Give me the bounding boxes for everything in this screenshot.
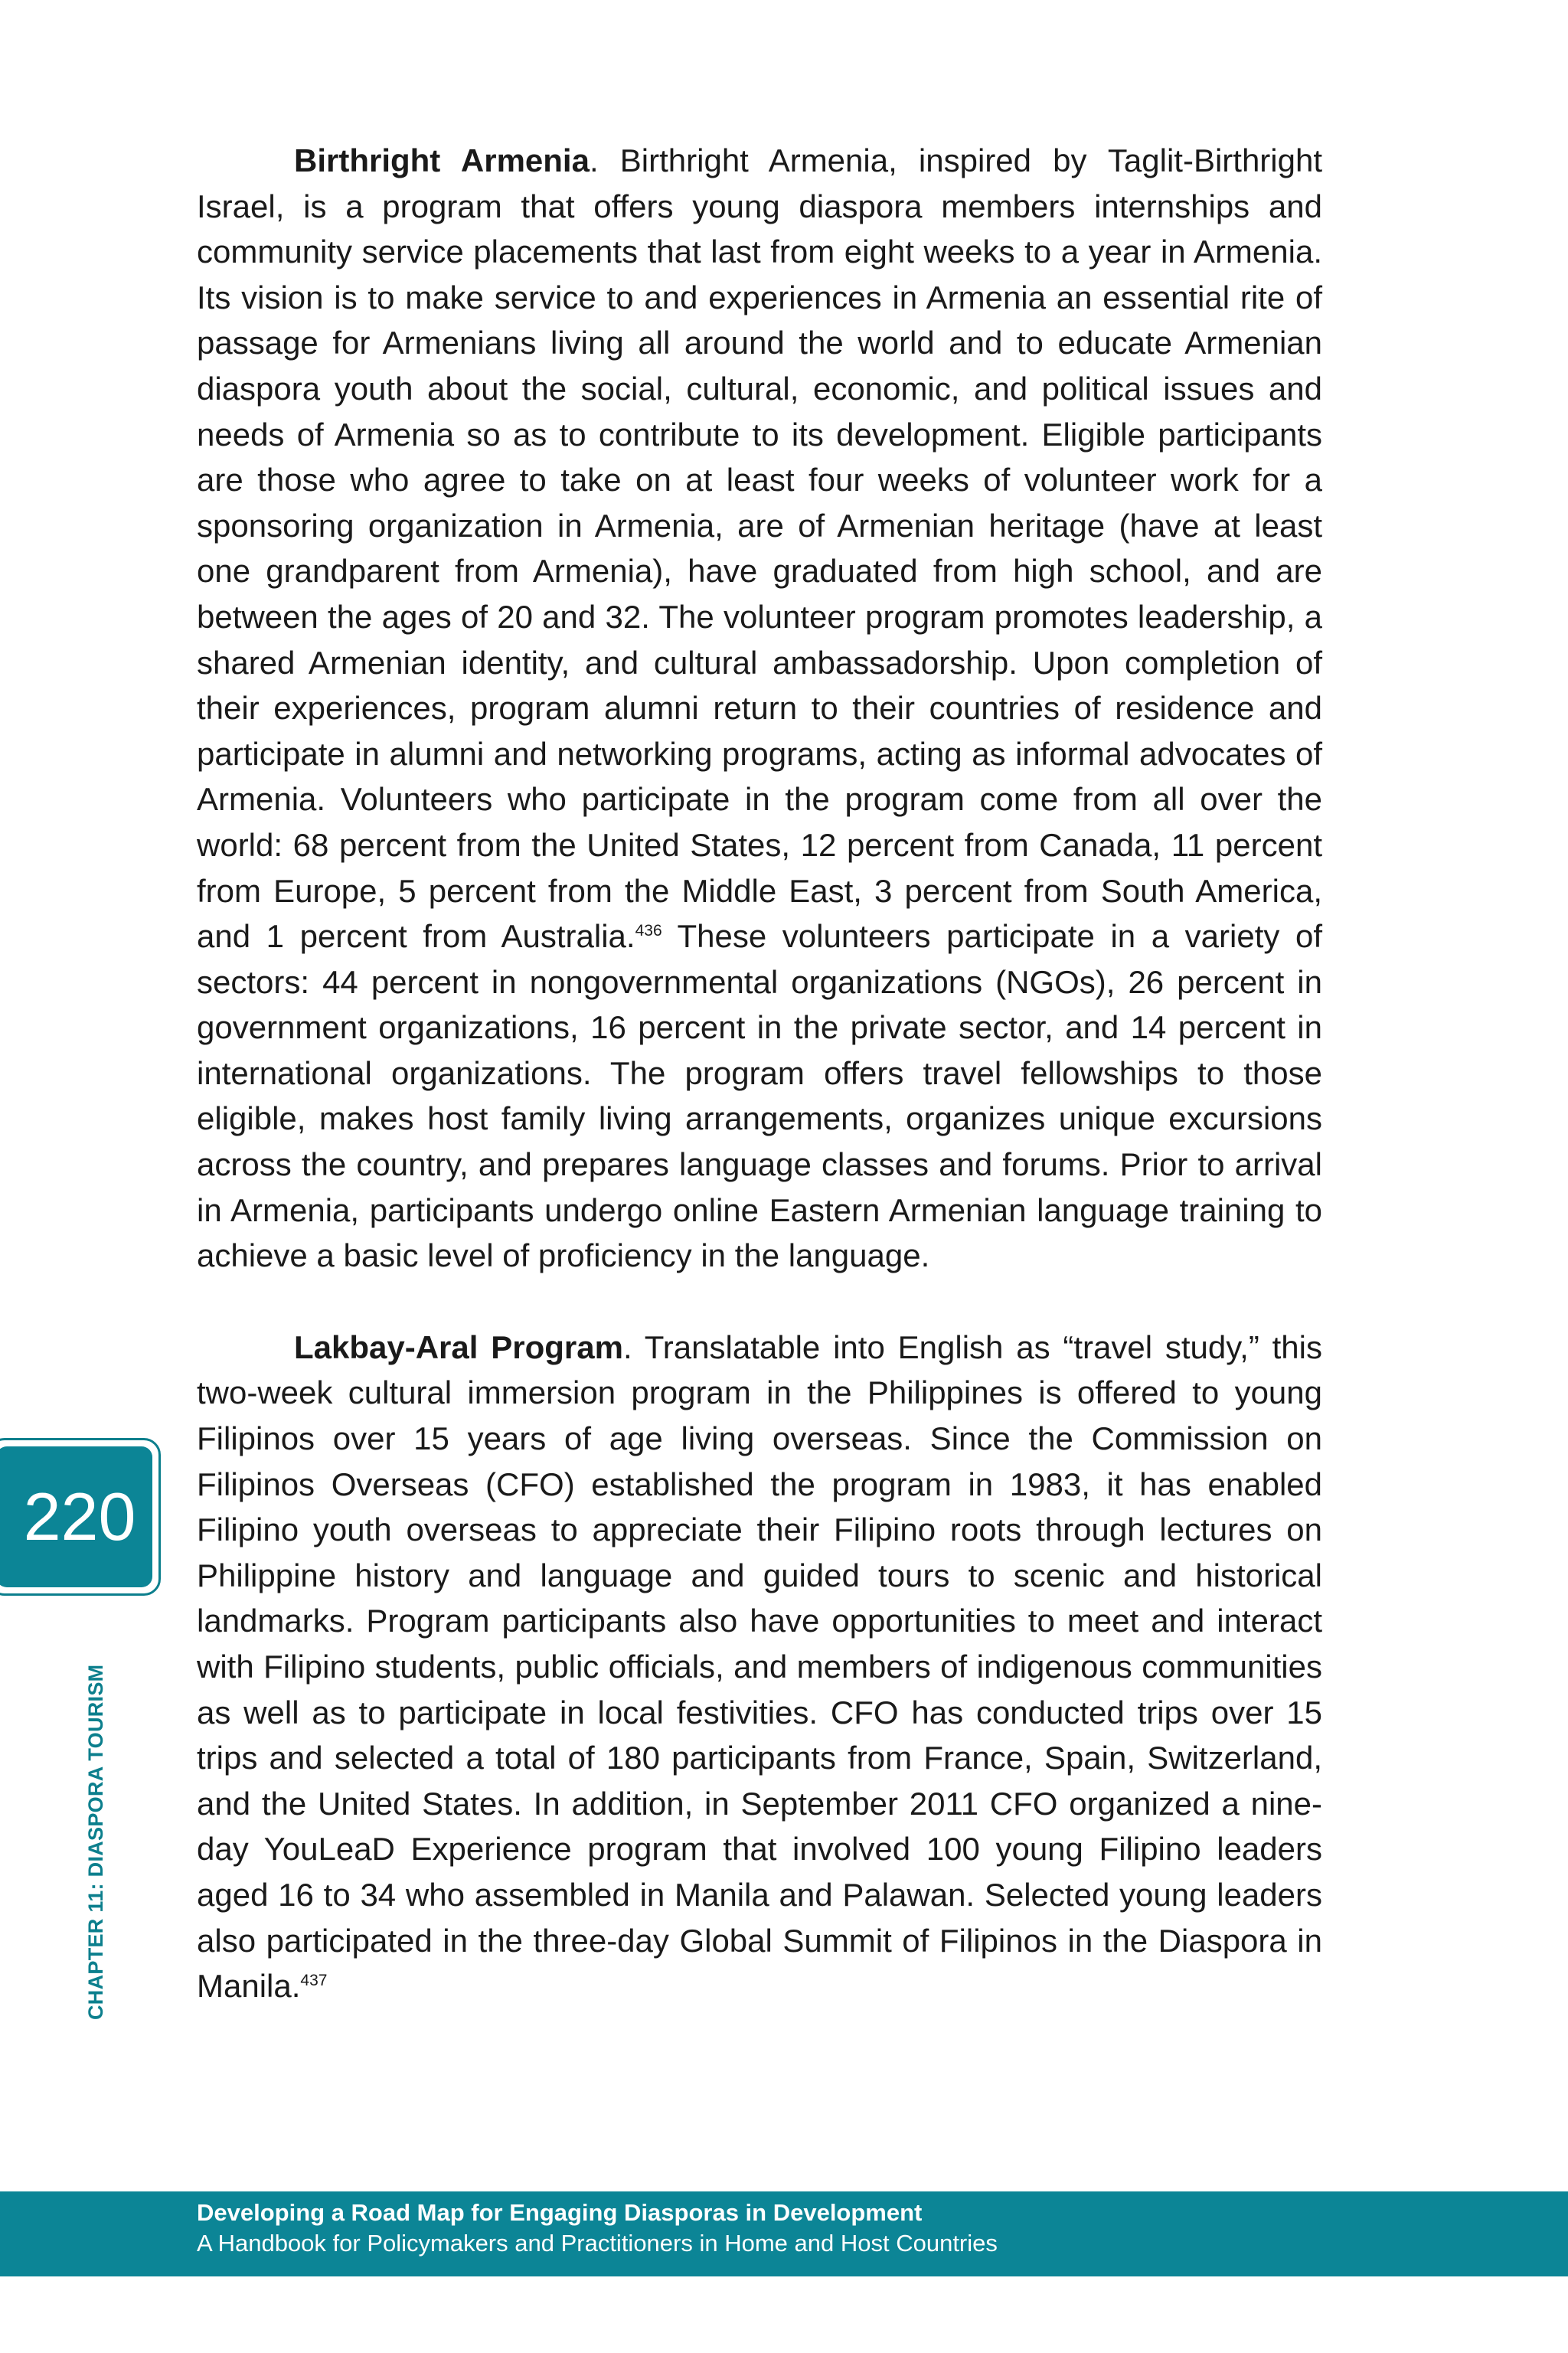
- paragraph-text: These volunteers participate in a variety of sectors: 44 percent in nongovernmental organizations (NGOs), 26 percent in government organizations, 16 percent in the private sector, and 14 percent in international organizations. The program offers travel fellowships to those eligible, makes host family living arrangements, organizes unique excursions across the country, and prepares language classes and forums. Prior to arrival in Armenia, participants undergo online Eastern Armenian language training to achieve a basic level of proficiency in the language.: [197, 918, 1322, 1274]
- paragraph-lead-lakbay: Lakbay-Aral Program: [294, 1328, 623, 1365]
- paragraph-lead-birthright: Birthright Armenia: [294, 142, 590, 178]
- paragraph-text: . Birthright Armenia, inspired by Taglit-Birthright Israel, is a program that offers young diaspora members internships and community service placements that last from eight weeks to a year in Armenia. Its vision is to make service to and experiences in Armenia an essential rite of passage for Armenians living all around the world and to educate Armenian diaspora youth about the social, cultural, economic, and political issues and needs of Armenia so as to contribute to its development. Eligible participants are those who agree to take on at least four weeks of volunteer work for a sponsoring organization in Armenia, are of Armenian heritage (have at least one grandparent from Armenia), have graduated from high school, and are between the ages of 20 and 32. The volunteer program promotes leadership, a shared Armenian identity, and cultural ambassadorship. Upon completion of their experiences, program alumni return to their countries of residence and participate in alumni and networking programs, acting as informal advocates of Armenia. Volunteers who participate in the program come from all over the world: 68 percent from the United States, 12 percent from Canada, 11 percent from Europe, 5 percent from the Middle East, 3 percent from South America, and 1 percent from Australia.: [197, 142, 1323, 955]
- page-number-badge-fill: [0, 1446, 152, 1587]
- paragraph-birthright-armenia: [197, 138, 1322, 1279]
- footer-title: Developing a Road Map for Engaging Diasporas in Development: [197, 2199, 923, 2226]
- page-number: 220: [23, 1479, 136, 1554]
- footnote-marker-437[interactable]: 437: [300, 1972, 328, 1990]
- paragraph-text: . Translatable into English as “travel study,” this two-week cultural immersion program in the Philippines is offered to young Filipinos over 15 years of age living overseas. Since the Commission on Filipinos Overseas (CFO) established the program in 1983, it has enabled Filipino youth overseas to appreciate their Filipino roots through lectures on Philippine history and language and guided tours to scenic and historical landmarks. Program participants also have opportunities to meet and interact with Filipino students, public officials, and members of indigenous communities as well as to participate in local festivities. CFO has conducted trips over 15 trips and selected a total of 180 participants from France, Spain, Switzerland, and the United States. In addition, in September 2011 CFO organized a nine-day YouLeaD Experience program that involved 100 young Filipino leaders aged 16 to 34 who assembled in Manila and Palawan. Selected young leaders also participated in the three-day Global Summit of Filipinos in the Diaspora in Manila.: [197, 1328, 1322, 2005]
- footer-subtitle: A Handbook for Policymakers and Practitioners in Home and Host Countries: [197, 2230, 998, 2257]
- chapter-label: CHAPTER 11: DIASPORA TOURISM: [84, 1664, 107, 2020]
- paragraph-lakbay-aral: [197, 1325, 1322, 2009]
- footnote-marker-436[interactable]: 436: [635, 922, 662, 940]
- main-text: [197, 138, 1322, 2009]
- page-number-badge: [0, 1438, 161, 1596]
